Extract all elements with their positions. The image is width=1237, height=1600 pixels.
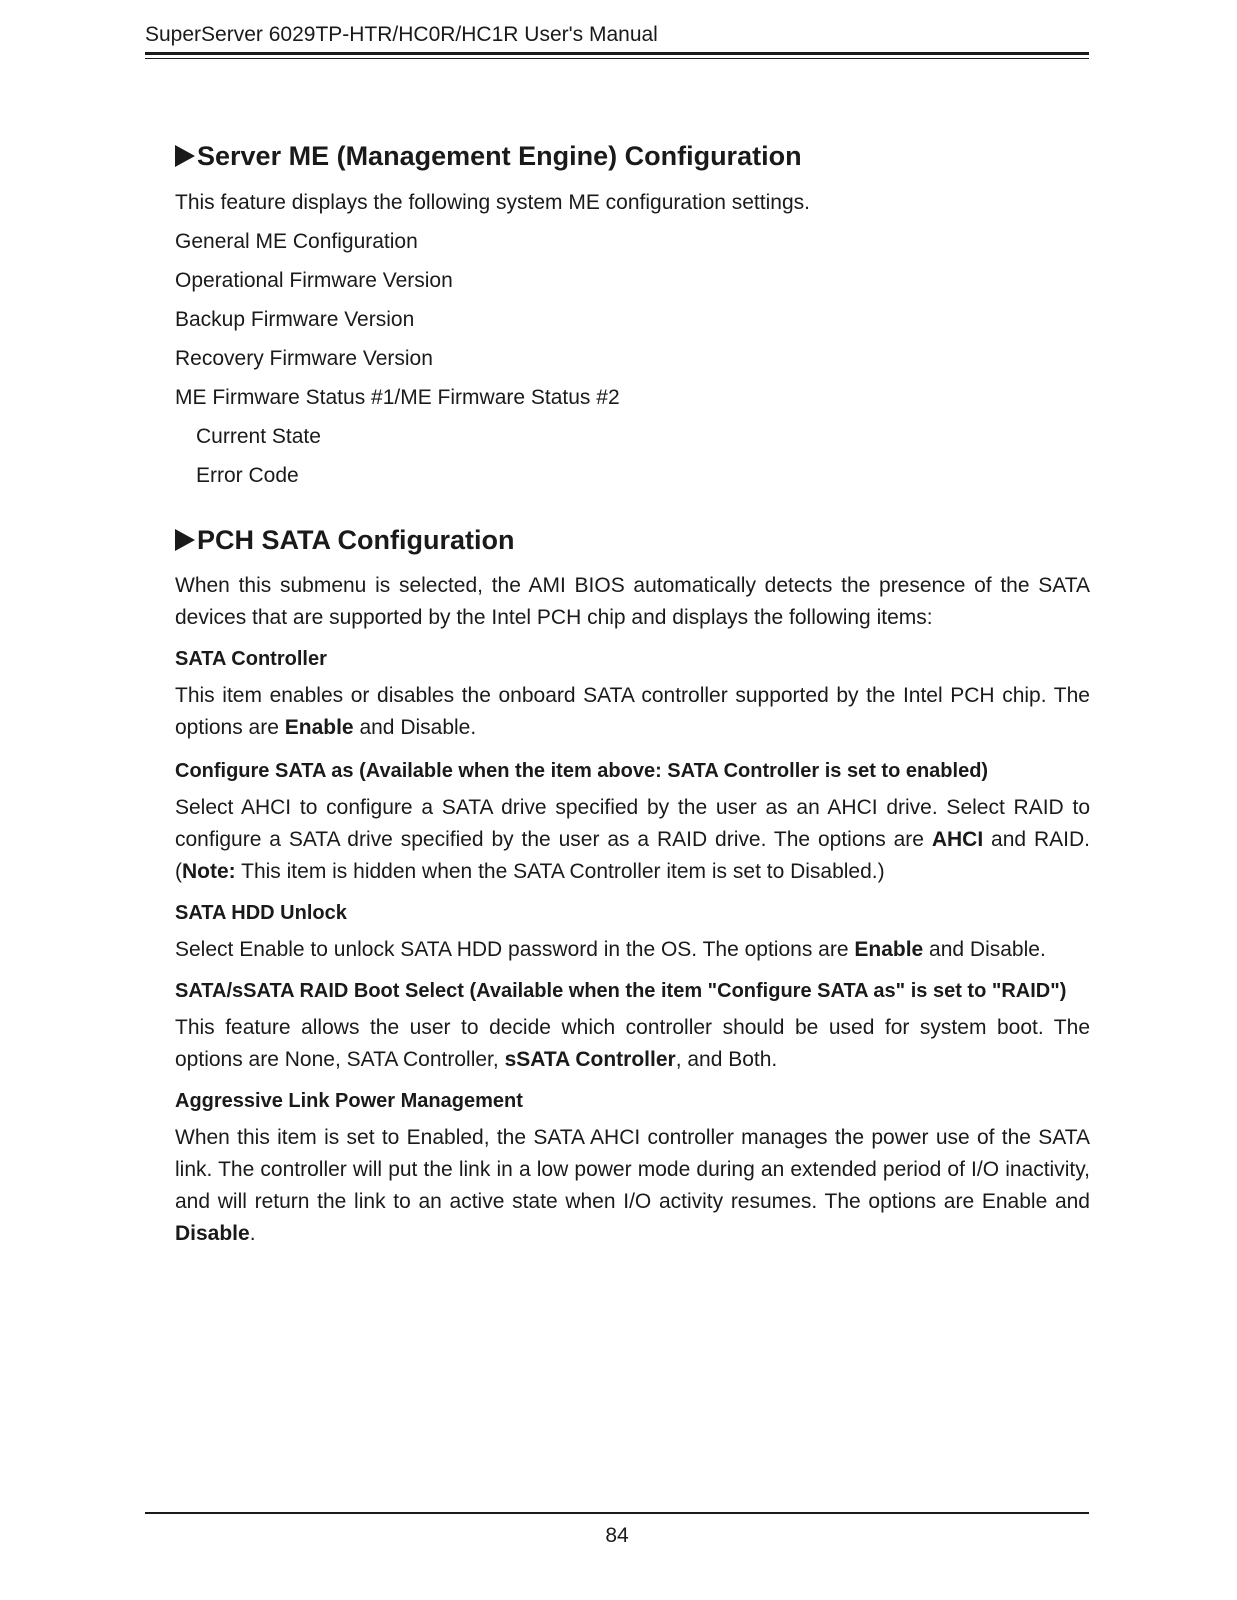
running-header: SuperServer 6029TP-HTR/HC0R/HC1R User's Manual — [145, 23, 658, 46]
me-item-general: General ME Configuration — [175, 230, 418, 253]
section-heading-pch-sata — [175, 524, 1090, 556]
hdd-unlock-heading: SATA HDD Unlock — [175, 902, 347, 924]
page-number: 84 — [605, 1524, 629, 1547]
header-rule-thick — [145, 52, 1089, 55]
me-item-recovery: Recovery Firmware Version — [175, 347, 433, 370]
triangle-bullet-icon — [175, 145, 195, 167]
triangle-bullet-icon — [175, 529, 195, 551]
configure-sata-heading: Configure SATA as (Available when the item above: SATA Controller is set to enabled) — [175, 760, 989, 782]
alpm-text: When this item is set to Enabled, the SATA AHCI controller manages the power use of the SATA link. The controller will put the link in a low power mode during an extended period of I/O inactivity, and will return the link to an active state when I/O activity resumes. The options are Enable and Disable. — [175, 1126, 1090, 1245]
page-content — [175, 140, 1090, 1250]
header-rule-thin — [145, 58, 1089, 59]
configure-sata-text: Select AHCI to configure a SATA drive specified by the user as an AHCI drive. Select RAID to configure a SATA drive specified by the user as a RAID drive. The options are AHCI and RAID. (Note: This item is hidden when the SATA Controller item is set to Disabled.) — [175, 796, 1090, 883]
sata-controller-text: This item enables or disables the onboard SATA controller supported by the Intel PCH chip. The options are Enable and Disable. — [175, 684, 1090, 739]
me-item-backup: Backup Firmware Version — [175, 308, 415, 331]
me-subitem-current-state: Current State — [196, 425, 321, 448]
me-item-status: ME Firmware Status #1/ME Firmware Status #2 — [175, 386, 620, 409]
hdd-unlock-text: Select Enable to unlock SATA HDD password in the OS. The options are Enable and Disable. — [175, 938, 1046, 961]
sata-controller-heading: SATA Controller — [175, 648, 327, 670]
pch-intro: When this submenu is selected, the AMI BIOS automatically detects the presence of the SATA devices that are supported by the Intel PCH chip and displays the following items: — [175, 574, 1090, 629]
me-item-operational: Operational Firmware Version — [175, 269, 453, 292]
footer-rule — [145, 1512, 1089, 1514]
raid-boot-text: This feature allows the user to decide which controller should be used for system boot. The options are None, SATA Controller, sSATA Controller, and Both. — [175, 1016, 1090, 1071]
section-title: Server ME (Management Engine) Configuration — [197, 141, 802, 171]
me-intro: This feature displays the following system ME configuration settings. — [175, 191, 810, 214]
alpm-heading: Aggressive Link Power Management — [175, 1090, 523, 1112]
me-subitem-error-code: Error Code — [196, 464, 299, 487]
section-title: PCH SATA Configuration — [197, 525, 515, 555]
section-heading-server-me — [175, 140, 1090, 172]
raid-boot-heading: SATA/sSATA RAID Boot Select (Available when the item "Configure SATA as" is set to "RAID") — [175, 980, 1067, 1002]
